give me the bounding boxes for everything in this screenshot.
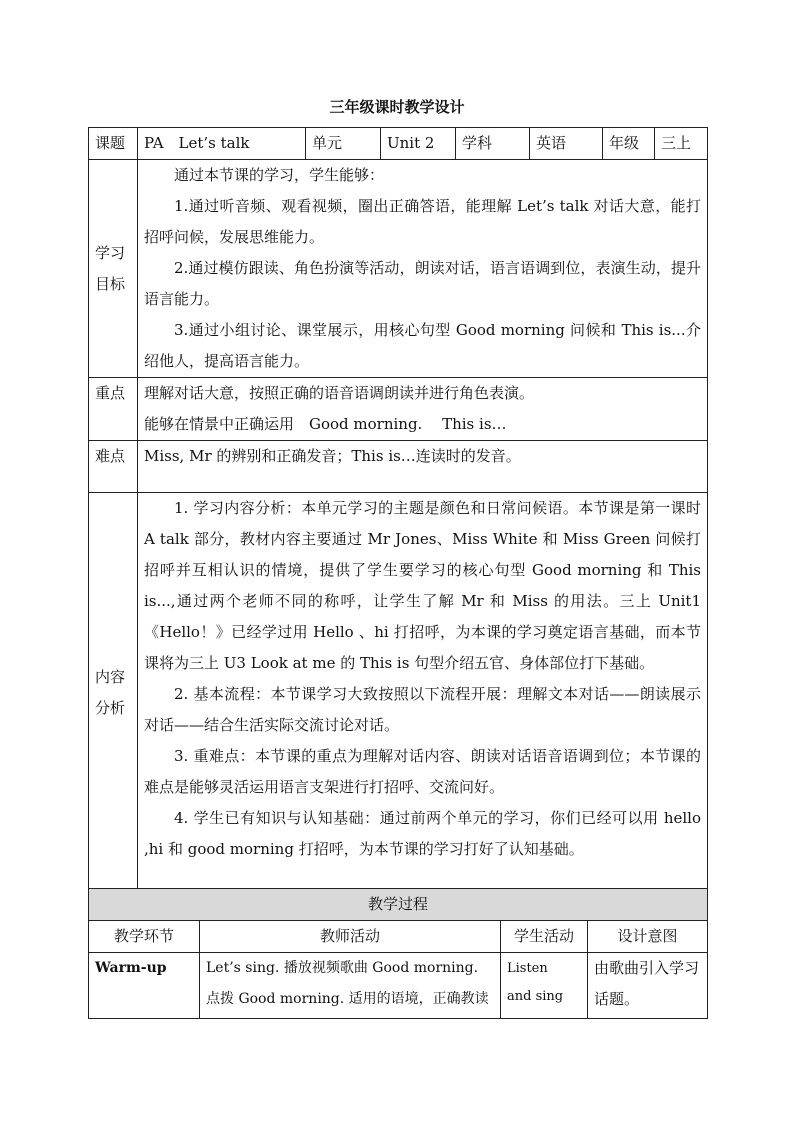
- key-points-label: 重点: [89, 378, 138, 441]
- grade-label: 年级: [603, 128, 655, 160]
- column-header: 教师活动: [200, 921, 501, 953]
- page-title: 三年级课时教学设计: [329, 98, 465, 116]
- key-point-line: 能够在情景中正确运用 Good morning. This is…: [144, 415, 507, 433]
- grade-value: 三上: [655, 128, 708, 160]
- teaching-process-table: [88, 888, 708, 1019]
- content-analysis-content: [138, 493, 708, 893]
- difficulties-label: 难点: [89, 441, 138, 493]
- column-header: 学生活动: [501, 921, 588, 953]
- course-label: 课题: [89, 128, 138, 160]
- goals-label-line2: 目标: [95, 274, 126, 293]
- goals-content: [138, 160, 708, 378]
- student-activity-cell: Listen and sing: [501, 953, 588, 1019]
- subject-label: 学科: [456, 128, 530, 160]
- content-analysis-row: [89, 493, 708, 893]
- column-header: 教学环节: [89, 921, 200, 953]
- analysis-paragraph: 4. 学生已有知识与认知基础：通过前两个单元的学习，你们已经可以用 hello ,hi 和 good morning 打招呼，为本节课的学习打好了认知基础。: [144, 809, 701, 858]
- goals-paragraph: 3.通过小组讨论、课堂展示，用核心句型 Good morning 问候和 This is...介绍他人，提高语言能力。: [144, 321, 701, 370]
- process-header-row: [89, 921, 708, 953]
- info-row: [89, 128, 708, 160]
- analysis-paragraph: 1. 学习内容分析：本单元学习的主题是颜色和日常问候语。本节课是第一课时 A talk 部分，教材内容主要通过 Mr Jones、Miss White 和 Miss Green 问候打招呼并互相认识的情境，提供了学生要学习的核心句型 Good morning 和 This is...,通过两个老师不同的称呼，让学生了解 Mr 和 Miss 的用法。三上 Unit1《Hello！》已经学过用 Hello 、hi 打招呼，为本课的学习奠定语言基础，而本节课将为三上 U3 Look at me 的 This is 句型介绍五官、身体部位打下基础。: [144, 499, 701, 672]
- key-points-row: [89, 378, 708, 441]
- goals-label: [89, 160, 138, 378]
- key-points-content: [138, 378, 708, 441]
- unit-label: 单元: [306, 128, 381, 160]
- teacher-activity-cell: Let’s sing. 播放视频歌曲 Good morning. 点拨 Good morning. 适用的语境，正确教读: [200, 953, 501, 1019]
- analysis-paragraph: 3. 重难点：本节课的重点为理解对话内容、朗读对话语音语调到位；本节课的难点是能够灵活运用语言支架进行打招呼、交流问好。: [144, 747, 701, 796]
- process-heading: 教学过程: [89, 889, 708, 921]
- goals-paragraph: 通过本节课的学习，学生能够：: [174, 166, 385, 184]
- subject-value: 英语: [530, 128, 603, 160]
- analysis-paragraph: 2. 基本流程：本节课学习大致按照以下流程开展：理解文本对话——朗读展示对话——结合生活实际交流讨论对话。: [144, 685, 701, 734]
- goals-row: [89, 160, 708, 378]
- process-heading-row: [89, 889, 708, 921]
- design-intent-cell: 由歌曲引入学习话题。: [588, 953, 708, 1019]
- goals-paragraph: 2.通过模仿跟读、角色扮演等活动，朗读对话，语言语调到位，表演生动，提升语言能力。: [144, 259, 701, 308]
- stage-cell: Warm-up: [89, 953, 200, 1019]
- lesson-info-table: [88, 127, 708, 893]
- content-analysis-label-line1: 内容: [95, 667, 126, 686]
- difficulties-content: Miss, Mr 的辨别和正确发音；This is…连读时的发音。: [138, 441, 708, 493]
- unit-value: Unit 2: [381, 128, 456, 160]
- content-analysis-label: [89, 493, 138, 893]
- content-analysis-label-line2: 分析: [95, 698, 126, 717]
- goals-paragraph: 1.通过听音频、观看视频，圈出正确答语，能理解 Let’s talk 对话大意，能打招呼问候，发展思维能力。: [144, 197, 701, 246]
- goals-label-line1: 学习: [95, 243, 126, 262]
- course-value: PA Let’s talk: [138, 128, 306, 160]
- difficulties-row: [89, 441, 708, 493]
- table-row: [89, 953, 708, 1019]
- key-point-line: 理解对话大意，按照正确的语音语调朗读并进行角色表演。: [144, 384, 535, 402]
- column-header: 设计意图: [588, 921, 708, 953]
